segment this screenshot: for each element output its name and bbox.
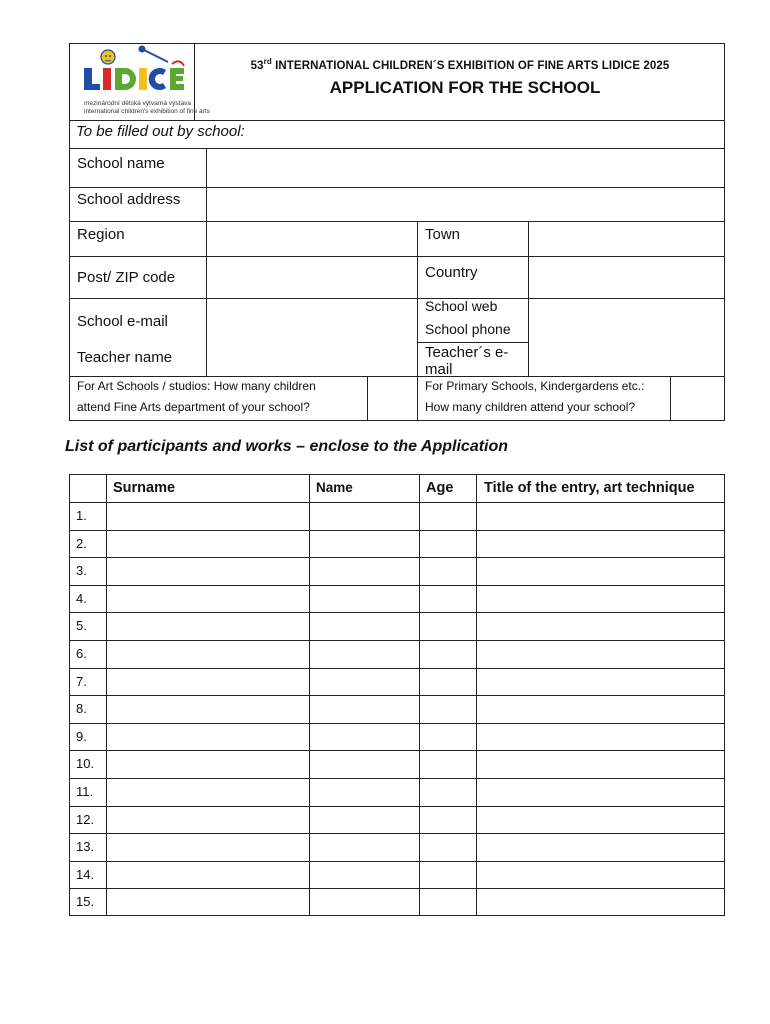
surname-cell[interactable] <box>107 751 308 777</box>
name-cell[interactable] <box>310 834 418 860</box>
row-number: 1. <box>76 508 87 523</box>
title-technique-cell[interactable] <box>477 807 724 833</box>
logo-subtitle-cz: mezinárodní dětská výtvarná výstava <box>84 100 191 107</box>
surname-cell[interactable] <box>107 696 308 722</box>
town-field[interactable] <box>529 222 724 255</box>
title-technique-cell[interactable] <box>477 669 724 695</box>
title-technique-cell[interactable] <box>477 613 724 639</box>
name-cell[interactable] <box>310 807 418 833</box>
surname-cell[interactable] <box>107 779 308 805</box>
surname-cell[interactable] <box>107 862 308 888</box>
name-cell[interactable] <box>310 641 418 667</box>
participants-section-title: List of participants and works – enclose to the Application <box>65 438 509 455</box>
col-line <box>417 221 418 421</box>
exhibition-title: 53rd INTERNATIONAL CHILDREN´S EXHIBITION OF FINE ARTS LIDICE 2025 <box>250 57 670 72</box>
teacher-name-label: Teacher name <box>77 349 173 366</box>
name-cell[interactable] <box>310 503 418 529</box>
title-technique-cell[interactable] <box>477 696 724 722</box>
title-technique-cell[interactable] <box>477 862 724 888</box>
age-cell[interactable] <box>420 558 475 584</box>
country-field[interactable] <box>529 257 724 297</box>
teacher-email-label-line1: Teacher´s e- <box>425 344 509 361</box>
region-field[interactable] <box>207 222 416 255</box>
teacher-email-label-line2: mail <box>425 361 453 378</box>
school-email-label: School e-mail <box>77 313 168 330</box>
surname-cell[interactable] <box>107 503 308 529</box>
name-cell[interactable] <box>310 531 418 557</box>
name-cell[interactable] <box>310 779 418 805</box>
title-technique-cell[interactable] <box>477 531 724 557</box>
title-technique-cell[interactable] <box>477 558 724 584</box>
age-cell[interactable] <box>420 669 475 695</box>
art-schools-question-line1: For Art Schools / studios: How many children <box>77 379 316 393</box>
row-number: 13. <box>76 839 95 855</box>
title-technique-cell[interactable] <box>477 834 724 860</box>
surname-cell[interactable] <box>107 834 308 860</box>
surname-cell[interactable] <box>107 586 308 612</box>
primary-schools-question-line1: For Primary Schools, Kindergardens etc.: <box>425 379 645 393</box>
school-address-label: School address <box>77 191 181 208</box>
row-number: 6. <box>76 646 87 661</box>
art-schools-question-line2: attend Fine Arts department of your school? <box>77 400 310 414</box>
school-phone-field[interactable] <box>529 320 724 341</box>
age-cell[interactable] <box>420 641 475 667</box>
row-number: 11. <box>76 784 94 799</box>
title-technique-cell[interactable] <box>477 503 724 529</box>
primary-schools-question-line2: How many children attend your school? <box>425 400 636 414</box>
title-technique-cell[interactable] <box>477 724 724 750</box>
row-number: 3. <box>76 563 87 579</box>
column-header-surname: Surname <box>113 480 176 496</box>
surname-cell[interactable] <box>107 669 308 695</box>
town-label: Town <box>425 226 461 243</box>
primary-schools-count-field[interactable] <box>671 377 724 420</box>
row-line <box>417 342 528 343</box>
column-header-title: Title of the entry, art technique <box>484 480 695 496</box>
row-number: 14. <box>76 866 95 882</box>
row-number: 10. <box>76 756 95 772</box>
title-technique-cell[interactable] <box>477 889 724 915</box>
name-cell[interactable] <box>310 724 418 750</box>
region-label: Region <box>77 226 125 243</box>
surname-cell[interactable] <box>107 531 308 557</box>
logo-subtitle-en: international children's exhibition of fine arts <box>84 108 210 115</box>
name-cell[interactable] <box>310 613 418 639</box>
age-cell[interactable] <box>420 724 475 750</box>
school-phone-label: School phone <box>425 321 511 337</box>
art-schools-count-field[interactable] <box>368 377 416 420</box>
age-cell[interactable] <box>420 613 475 639</box>
school-name-field[interactable] <box>207 149 724 186</box>
surname-cell[interactable] <box>107 558 308 584</box>
age-cell[interactable] <box>420 889 475 915</box>
name-cell[interactable] <box>310 862 418 888</box>
row-number: 5. <box>76 618 87 634</box>
row-number: 9. <box>76 728 87 744</box>
row-number: 8. <box>76 701 87 717</box>
school-email-field[interactable] <box>207 299 416 342</box>
title-technique-cell[interactable] <box>477 779 724 805</box>
teacher-email-field[interactable] <box>529 343 724 375</box>
surname-cell[interactable] <box>107 613 308 639</box>
surname-cell[interactable] <box>107 641 308 667</box>
row-number: 7. <box>76 673 87 689</box>
age-cell[interactable] <box>420 834 475 860</box>
application-title: APPLICATION FOR THE SCHOOL <box>329 78 601 97</box>
age-cell[interactable] <box>420 586 475 612</box>
age-cell[interactable] <box>420 862 475 888</box>
instruction-text: To be filled out by school: <box>76 123 245 140</box>
title-technique-cell[interactable] <box>477 641 724 667</box>
age-cell[interactable] <box>420 807 475 833</box>
column-header-age: Age <box>426 480 454 496</box>
name-cell[interactable] <box>310 586 418 612</box>
name-cell[interactable] <box>310 558 418 584</box>
title-technique-cell[interactable] <box>477 586 724 612</box>
country-label: Country <box>425 264 478 281</box>
age-cell[interactable] <box>420 531 475 557</box>
age-cell[interactable] <box>420 751 475 777</box>
column-header-name: Name <box>316 480 353 495</box>
lidice-logo <box>70 44 210 120</box>
row-number: 15. <box>76 894 95 910</box>
surname-cell[interactable] <box>107 807 308 833</box>
post-zip-label: Post/ ZIP code <box>77 269 176 286</box>
name-cell[interactable] <box>310 669 418 695</box>
row-number: 2. <box>76 535 87 551</box>
surname-cell[interactable] <box>107 889 308 915</box>
age-cell[interactable] <box>420 696 475 722</box>
teacher-name-field[interactable] <box>207 343 416 375</box>
name-cell[interactable] <box>310 696 418 722</box>
title-technique-cell[interactable] <box>477 751 724 777</box>
name-cell[interactable] <box>310 889 418 915</box>
age-cell[interactable] <box>420 779 475 805</box>
age-cell[interactable] <box>420 503 475 529</box>
row-number: 12. <box>76 811 95 827</box>
surname-cell[interactable] <box>107 724 308 750</box>
school-web-label: School web <box>425 298 498 314</box>
school-name-label: School name <box>77 155 165 172</box>
row-number: 4. <box>76 590 87 606</box>
school-web-field[interactable] <box>529 299 724 319</box>
name-cell[interactable] <box>310 751 418 777</box>
post-zip-field[interactable] <box>207 257 416 297</box>
school-address-field[interactable] <box>207 188 724 220</box>
